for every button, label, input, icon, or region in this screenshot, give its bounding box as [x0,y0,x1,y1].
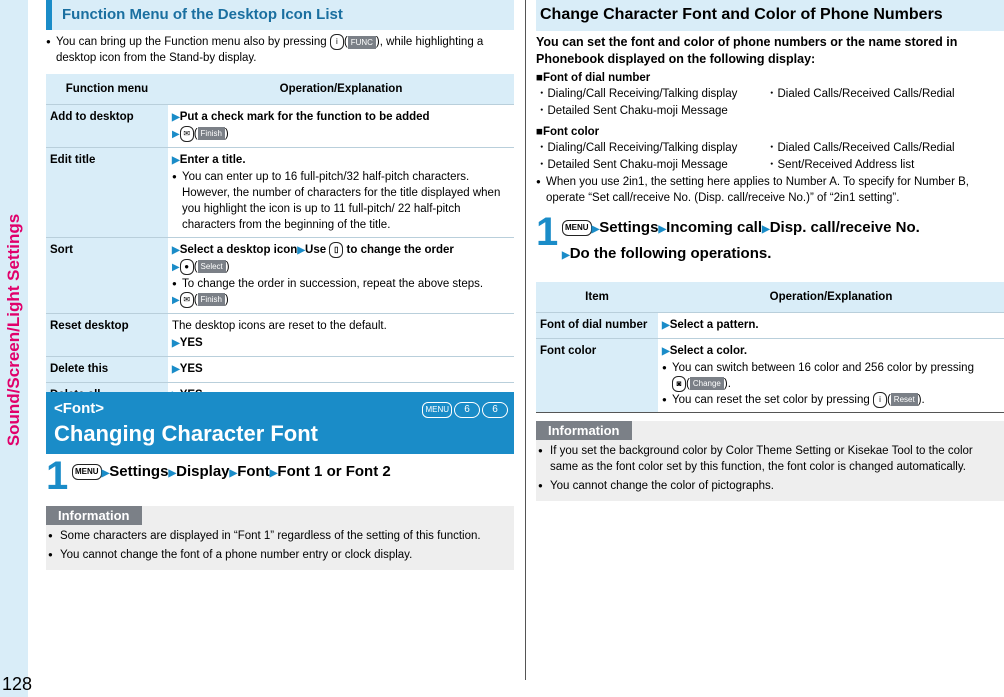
section-title-function-menu: Function Menu of the Desktop Icon List [46,0,514,30]
row-text: The desktop icons are reset to the default. [172,319,387,332]
reset-softkey: Reset [891,393,918,406]
info-bullet: ● If you set the background color by Color Theme Setting or Kisekae Tool to the color same as the font color set by this function, the font color is changed automatically. [538,443,1002,475]
table-row [536,312,1004,338]
table-header-item: Item [536,282,658,312]
arrow-icon: ▶ [591,224,600,235]
section-title-phone-numbers: Change Character Font and Color of Phone Numbers [536,0,1004,31]
arrow-icon: ▶ [297,244,306,256]
list-item: ・Dialing/Call Receiving/Talking display [536,142,738,154]
i-key-icon: i [330,34,344,50]
row-item: Font of dial number [536,312,658,338]
arrow-icon: ▶ [662,345,670,357]
step-path-item: Incoming call [666,219,763,236]
intro-pre: You can bring up the Function menu also by pressing [56,36,327,49]
changing-font-header [46,392,514,454]
row-operation: ▶Select a desktop icon▶Use ▯ to change the order ▶ ● ( Select ) ● To change the order in succession, repeat the above steps. ▶ ✉ ( Finish ) [168,237,514,313]
step-path-item: Do the following operations. [569,245,772,262]
table-row [46,356,514,382]
center-key-icon: ● [180,259,194,275]
table-header-function-menu: Function menu [46,74,168,104]
step-path-item: Disp. call/receive No. [769,219,920,236]
step-path [72,456,391,486]
func-softkey: FUNC [348,36,376,49]
information-label: Information [46,506,142,525]
menu-key-icon: MENU [72,464,102,480]
digit-key-icon: 6 [482,402,508,418]
list-item: ・Dialed Calls/Received Calls/Redial [766,88,955,100]
finish-softkey: Finish [198,127,225,140]
menu-key-icon: MENU [422,402,452,418]
arrow-icon: ▶ [172,154,180,166]
row-item: Reset desktop [46,313,168,356]
information-label: Information [536,421,632,440]
row-operation [168,147,514,237]
row-item: Edit title [46,147,168,237]
font-step [46,456,514,496]
step-path-item: Font 1 or Font 2 [277,463,391,480]
table-row [46,237,514,313]
table-row [46,147,514,237]
arrow-icon: ▶ [229,468,238,479]
font-of-dial-list [536,86,1004,103]
step-number: 1 [536,210,559,254]
list-item: ・Detailed Sent Chaku-moji Message [536,159,728,171]
intro-post: ), while highlighting a desktop icon from the Stand-by display. [56,36,484,65]
arrow-icon: ▶ [172,244,180,256]
row-bullet: ● You can reset the set color by pressing i ( Reset ). [662,392,1000,408]
table-row [46,104,514,147]
row-bullet-text: You can switch between 16 color and 256 color by pressing [672,361,974,374]
arrow-icon: ▶ [662,319,670,331]
column-divider [525,0,526,680]
page-number: 128 [2,674,33,694]
finish-softkey: Finish [198,293,225,306]
step-path [562,212,920,268]
step-path-item: Settings [109,463,169,480]
row-item: Delete this [46,356,168,382]
info-bullet: ● You cannot change the color of pictographs. [538,478,1002,494]
row-item: Font color [536,338,658,412]
digit-key-icon: 6 [454,402,480,418]
info-bullet: ● You cannot change the font of a phone number entry or clock display. [48,547,512,563]
arrow-icon: ▶ [172,128,180,140]
row-operation: ▶Put a check mark for the function to be added ▶ ✉ ( Finish ) [168,104,514,147]
side-tab-label: Sound/Screen/Light Settings [4,213,23,447]
row-item: Sort [46,237,168,313]
phone-font-table [536,282,1004,413]
arrow-icon: ▶ [762,224,770,235]
font-of-dial-heading: ■Font of dial number [536,72,651,84]
step-number: 1 [46,454,69,498]
function-menu-table [46,74,514,409]
arrow-icon: ▶ [168,468,177,479]
list-item: ・Dialing/Call Receiving/Talking display [536,88,738,100]
font-color-list [536,157,1004,174]
font-tag: <Font> [54,400,105,417]
table-row [536,338,1004,412]
camera-key-icon: ◙ [672,376,686,392]
font-color-list [536,140,1004,157]
select-softkey: Select [198,260,226,273]
phone-font-information [536,421,1004,501]
row-step: Put a check mark for the function to be added [179,110,430,123]
table-row [46,313,514,356]
row-step: YES [179,362,203,375]
row-step: to change the order [346,243,454,256]
font-information [46,506,514,570]
list-item: ・Detailed Sent Chaku-moji Message [536,105,728,117]
twoinone-note: ● When you use 2in1, the setting here applies to Number A. To specify for Number B, operate “Set call/receive No. (Disp. call/receive No.)” of “2in1 setting”. [536,174,1004,206]
menu-key-icon: MENU [562,220,592,236]
row-bullet: ● You can enter up to 16 full-pitch/32 half-pitch characters. However, the number of characters for the title displayed when you highlight the icon is up to 11 full-pitch/ 22 half-pitch characters from the beginning of the title. [172,169,510,233]
row-operation [168,356,514,382]
i-key-icon: i [873,392,887,408]
step-path-item: Settings [599,219,659,236]
arrow-icon: ▶ [269,468,278,479]
row-step: YES [179,336,203,349]
row-bullet: ● To change the order in succession, repeat the above steps. [172,276,510,292]
table-header-operation: Operation/Explanation [168,74,514,104]
left-column [46,0,514,409]
arrow-icon: ▶ [172,261,180,273]
arrow-icon: ▶ [172,363,180,375]
row-bullet: ● You can switch between 16 color and 256 color by pressing ◙ ( Change ). [662,360,1000,392]
row-operation [658,338,1004,412]
navigation-key-icon: ▯ [329,242,343,258]
list-item: ・Sent/Received Address list [766,159,915,171]
menu-shortcut [422,402,508,418]
step-path-item: Font [237,463,270,480]
font-section-title: Changing Character Font [54,421,319,446]
row-bullet-text: You can reset the set color by pressing [672,393,870,406]
row-operation [168,313,514,356]
right-column [536,0,1004,501]
table-header-operation: Operation/Explanation [658,282,1004,312]
mail-key-icon: ✉ [180,126,194,142]
phone-font-step [536,212,1004,268]
arrow-icon: ▶ [562,250,570,261]
row-step: Enter a title. [179,153,246,166]
arrow-icon: ▶ [658,224,667,235]
row-operation [658,312,1004,338]
row-item: Add to desktop [46,104,168,147]
row-step: Select a pattern. [669,318,759,331]
info-bullet: ● Some characters are displayed in “Font 1” regardless of the setting of this function. [48,528,512,544]
arrow-icon: ▶ [172,294,180,306]
row-step: Select a color. [669,344,748,357]
arrow-icon: ▶ [172,337,180,349]
list-item: ・Dialed Calls/Received Calls/Redial [766,142,955,154]
mail-key-icon: ✉ [180,292,194,308]
side-tab-label-wrap [0,0,28,697]
step-path-item: Display [176,463,230,480]
row-step: Select a desktop icon [179,243,298,256]
font-color-heading: ■Font color [536,126,600,138]
right-intro: You can set the font and color of phone numbers or the name stored in Phonebook displayed on the following display: [536,35,958,66]
arrow-icon: ▶ [101,468,110,479]
arrow-icon: ▶ [172,111,180,123]
change-softkey: Change [690,377,724,390]
font-of-dial-list [536,103,1004,120]
intro-bullet: ● You can bring up the Function menu also by pressing i ( FUNC ), while highlighting a desktop icon from the Stand-by display. [46,34,514,66]
row-step: Use [305,243,327,256]
